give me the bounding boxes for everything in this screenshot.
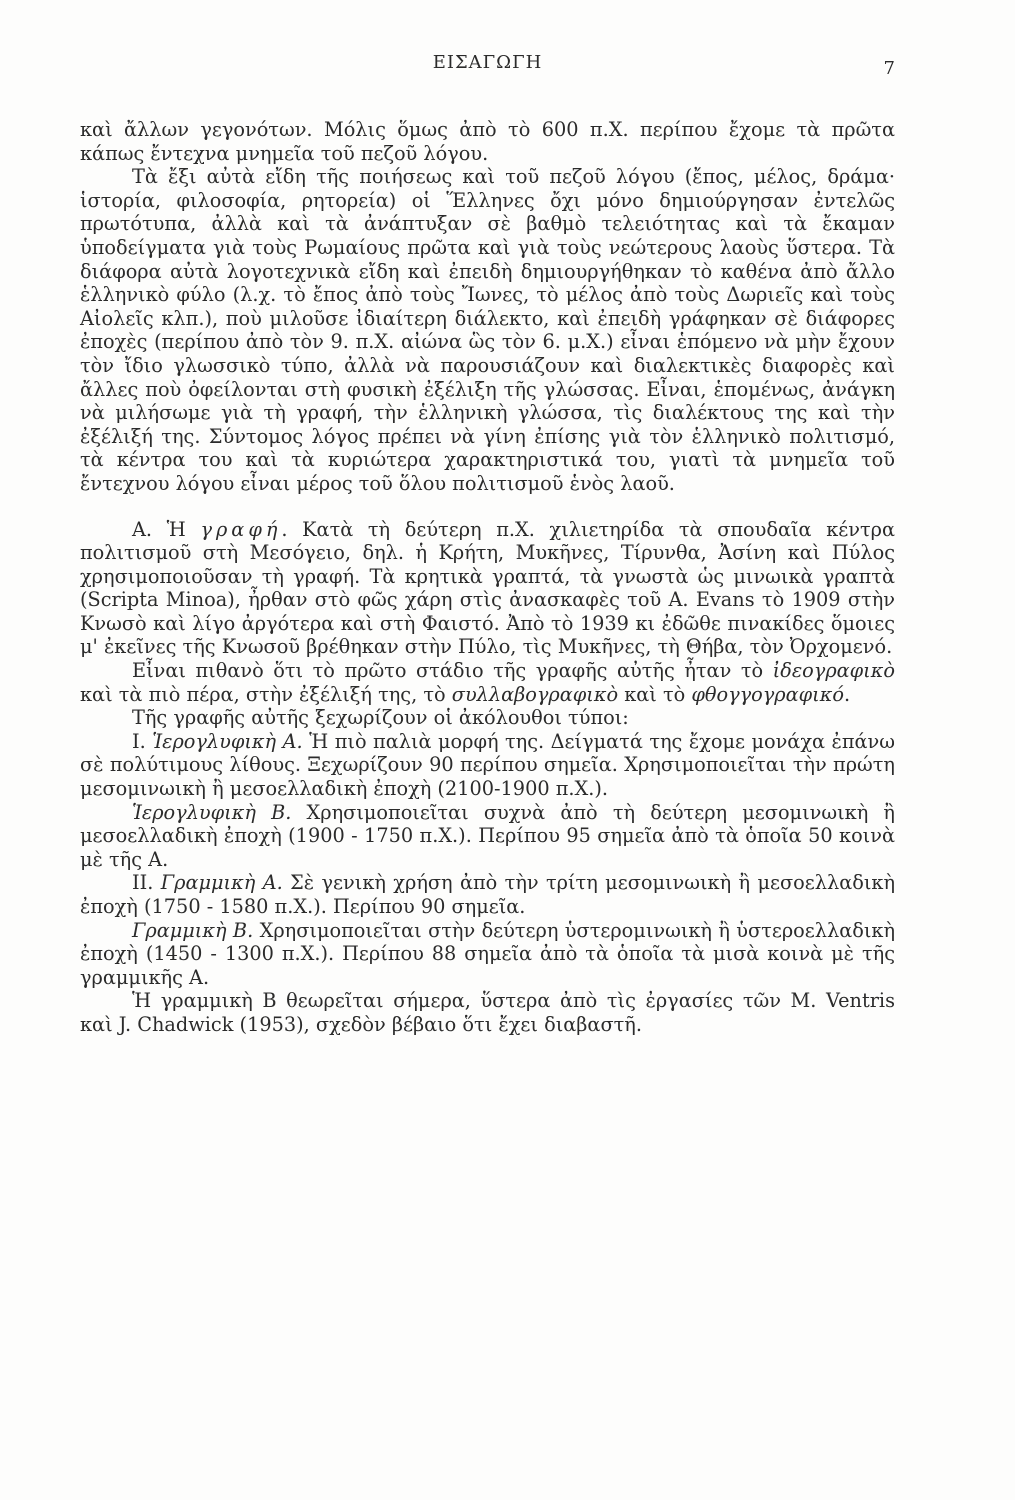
paragraph-text: Χρησιμοποιεῖται συχνὰ ἀπὸ τὴ δεύτερη μεσομινωικὴ ἢ μεσοελλαδικὴ ἐποχὴ (1900 - 1750 π.Χ.). Περίπου 95 σημεῖα ἀπὸ τὰ ὁποῖα 50 κοινὰ μὲ τῆς Α. [80, 800, 895, 871]
paragraph-text: Τῆς γραφῆς αὐτῆς ξεχωρίζουν οἱ ἀκόλουθοι τύποι: [132, 706, 629, 730]
paragraph [80, 118, 895, 165]
paragraph [80, 165, 895, 495]
paragraph-text: Σὲ γενικὴ χρήση ἀπὸ τὴν τρίτη μεσομινωικὴ ἢ μεσοελλαδικὴ ἐποχὴ (1750 - 1580 π.Χ.). Περίπου 90 σημεῖα. [80, 871, 895, 918]
paragraph-text: καὶ ἄλλων γεγονότων. Μόλις ὅμως ἀπὸ τὸ 600 π.Χ. περίπου ἔχομε τὰ πρῶτα κάπως ἔντεχνα μνημεῖα τοῦ πεζοῦ λόγου. [80, 118, 895, 165]
list-item [80, 730, 895, 801]
list-term: Ἱερογλυφικὴ Β. [132, 800, 292, 824]
term-syllabic: συλλαβογραφικὸ [451, 682, 619, 706]
list-item [80, 871, 895, 918]
list-term: Γραμμικὴ Α. [160, 871, 283, 895]
list-marker: Ι. [132, 729, 153, 753]
list-item [80, 919, 895, 990]
paragraph-text: Τὰ ἔξι αὐτὰ εἴδη τῆς ποιήσεως καὶ τοῦ πεζοῦ λόγου (ἔπος, μέλος, δράμα· ἱστορία, φιλοσοφία, ρητορεία) οἱ Ἕλληνες ὄχι μόνο δημιούργησαν ἐντελῶς πρωτότυπα, ἀλλὰ καὶ τὰ ἀνάπτυξαν σὲ βαθμὸ τελειότητας καὶ τὰ ἔκαμαν ὑποδείγματα γιὰ τοὺς Ρωμαίους πρῶτα καὶ γιὰ τοὺς νεώτερους λαοὺς ὕστερα. Τὰ διάφορα αὐτὰ λογοτεχνικὰ εἴδη καὶ ἐπειδὴ δημιουργήθηκαν τὸ καθένα ἀπὸ ἄλλο ἑλληνικὸ φύλο (λ.χ. τὸ ἔπος ἀπὸ τοὺς Ἴωνες, τὸ μέλος ἀπὸ τοὺς Δωριεῖς καὶ τοὺς Αἰολεῖς κλπ.), ποὺ μιλοῦσε ἰδιαίτερη διάλεκτο, καὶ ἐπειδὴ γράφηκαν σὲ διάφορες ἐποχὲς (περίπου ἀπὸ τὸν 9. π.Χ. αἰώνα ὣς τὸν 6. μ.Χ.) εἶναι ἑπόμενο νὰ μὴν ἔχουν τὸν ἴδιο γλωσσικὸ τύπο, ἀλλὰ νὰ παρουσιάζουν καὶ διαλεκτικὲς διαφορὲς καὶ ἄλλες ποὺ ὀφείλονται στὴ φυσικὴ ἐξέλιξη τῆς γλώσσας. Εἶναι, ἑπομένως, ἀνάγκη νὰ μιλήσωμε γιὰ τὴ γραφή, τὴν ἑλληνικὴ γλώσσα, τὶς διαλέκτους της καὶ τὴν ἐξέλιξή της. Σύντομος λόγος πρέπει νὰ γίνη ἐπίσης γιὰ τὸν ἑλληνικὸ πολιτισμό, τὰ κέντρα του καὶ τὰ κυριώτερα χαρακτηριστικά του, γιατὶ τὰ μνημεῖα τοῦ ἔντεχνου λόγου εἶναι μέρος τοῦ ὅλου πολιτισμοῦ ἑνὸς λαοῦ. [80, 165, 895, 495]
list-term: Γραμμικὴ Β. [132, 918, 254, 942]
paragraph-text: καὶ τὸ [618, 682, 692, 706]
list-item [80, 801, 895, 872]
paragraph [80, 659, 895, 706]
body-text [80, 118, 895, 1037]
term-phonetic: φθογγογραφικό [691, 682, 844, 706]
paragraph [80, 706, 895, 730]
section-a-paragraph [80, 518, 895, 660]
running-header [80, 52, 895, 80]
paragraph-text: . Κατὰ τὴ δεύτερη π.Χ. χιλιετηρίδα τὰ σπουδαῖα κέντρα πολιτισμοῦ στὴ Μεσόγειο, δηλ. ἡ Κρήτη, Μυκῆνες, Τίρυνθα, Ἀσίνη καὶ Πύλος χρησιμοποιοῦσαν τὴ γραφή. Τὰ κρητικὰ γραπτά, τὰ γνωστὰ ὡς μινωικὰ γραπτὰ (Scripta Minoa), ἦρθαν στὸ φῶς χάρη στὶς ἀνασκαφὲς τοῦ A. Evans τὸ 1909 στὴν Κνωσὸ καὶ λίγο ἀργότερα καὶ στὴ Φαιστό. Ἀπὸ τὸ 1939 κι ἐδῶθε πινακίδες ὅμοιες μ' ἐκεῖνες τῆς Κνωσοῦ βρέθηκαν στὴν Πύλο, τὶς Μυκῆνες, τὴ Θήβα, τὸν Ὀρχομενό. [80, 517, 895, 659]
paragraph-text: Ἡ γραμμικὴ Β θεωρεῖται σήμερα, ὕστερα ἀπὸ τὶς ἐργασίες τῶν M. Ventris καὶ J. Chadwick (1953), σχεδὸν βέβαιο ὅτι ἔχει διαβαστῆ. [80, 989, 895, 1036]
paragraph-text: καὶ τὰ πιὸ πέρα, στὴν ἐξέλιξή της, τὸ [80, 682, 452, 706]
section-heading: γραφή [200, 517, 282, 541]
page-number: 7 [883, 58, 895, 79]
list-marker: ΙΙ. [132, 871, 161, 895]
section-label: Α. Ἡ [132, 517, 186, 541]
paragraph-text: Χρησιμοποιεῖται στὴν δεύτερη ὑστερομινωικὴ ἢ ὑστεροελλαδικὴ ἐποχὴ (1450 - 1300 π.Χ.). Περίπου 88 σημεῖα ἀπὸ τὰ ὁποῖα τὰ μισὰ κοινὰ μὲ τῆς γραμμικῆς Α. [80, 918, 895, 989]
list-term: Ἱερογλυφικὴ Α. [152, 729, 303, 753]
chapter-title: ΕΙΣΑΓΩΓΗ [432, 52, 543, 73]
paragraph-text: . [843, 682, 851, 706]
paragraph [80, 989, 895, 1036]
paragraph-text: Εἶναι πιθανὸ ὅτι τὸ πρῶτο στάδιο τῆς γραφῆς αὐτῆς ἦταν τὸ [132, 659, 773, 683]
term-ideographic: ἰδεογραφικὸ [772, 659, 895, 683]
paragraph-text: Ἡ πιὸ παλιὰ μορφή της. Δείγματά της ἔχομε μονάχα ἐπάνω σὲ πολύτιμους λίθους. Ξεχωρίζουν 90 περίπου σημεῖα. Χρησιμοποιεῖται τὴν πρώτη μεσομινωικὴ ἢ μεσοελλαδικὴ ἐποχὴ (2100-1900 π.Χ.). [80, 729, 895, 801]
